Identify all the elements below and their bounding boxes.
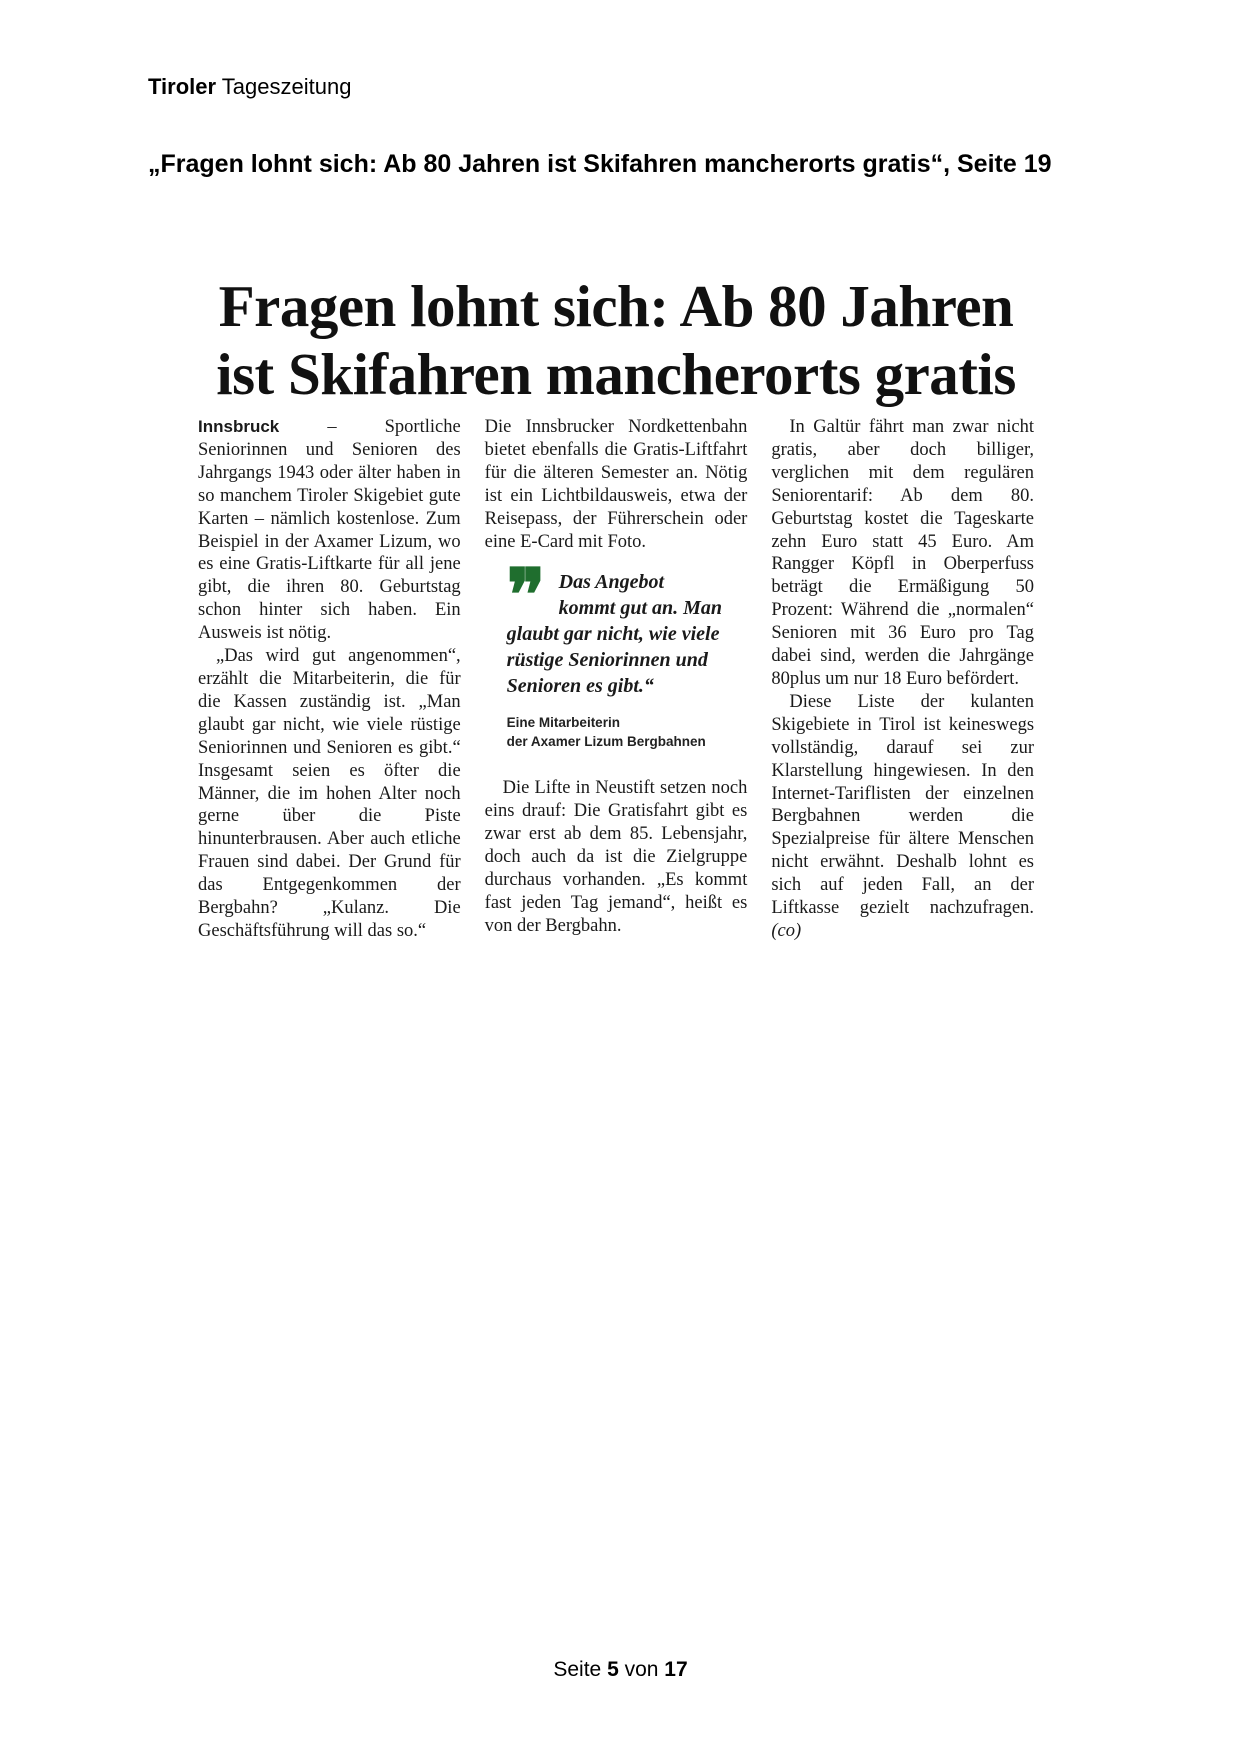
quote-line: kommt gut an. Man [558,597,723,620]
brand-regular: Tageszeitung [221,74,352,99]
paragraph: In Galtür fährt man zwar nicht gratis, aber doch billiger, verglichen mit dem regulären Seniorentarif: Ab dem 80. Geburtstag kostet die Tageskarte zehn Euro statt 45 Euro. Am Rangger Köpfl in Oberperfuss beträgt die Ermäßigung 50 Prozent: Während die „normalen“ Senioren mit 36 Euro pro Tag dabei sind, werden die Jahrgänge 80plus um nur 18 Euro befördert. [771,417,1035,689]
article-column-2 [485,416,748,943]
paragraph: Die Innsbrucker Nordkettenbahn bietet ebenfalls die Gratis-Liftfahrt für die älteren Semester an. Nötig ist ein Lichtbildausweis, etwa der Reisepass, der Führerschein oder eine E-Card mit Foto. [484,417,748,552]
quote-source-line: der Axamer Lizum Bergbahnen [506,734,706,750]
total-pages-number: 17 [664,1658,688,1681]
pull-quote [506,552,748,751]
document-title: „Fragen lohnt sich: Ab 80 Jahren ist Skifahren mancherorts gratis“, Seite 19 [148,150,1052,178]
page-footer [0,1657,1241,1683]
paragraph [198,416,461,645]
footer-middle: von [624,1658,659,1681]
brand-bold: Tiroler [148,74,217,99]
paragraph-text: Diese Liste der kulanten Skigebiete in Tirol ist keineswegs vollständig, darauf sei zur Klarstellung hingewiesen. In den Internet-Tariflisten der einzelnen Bergbahnen werden die Spezialpreise für ältere Menschen nicht erwähnt. Deshalb lohnt es sich auf jeden Fall, an der Liftkasse gezielt nachzufragen. [771,691,1035,919]
article-column-3 [771,416,1034,943]
article-column-1 [198,416,461,943]
quote-rest: glaubt gar nicht, wie viele rüstige Seniorinnen und Senioren es gibt.“ [506,623,720,698]
article-headline [198,272,1034,408]
quote-mark-icon: ❞ [506,552,546,638]
article-clipping [198,272,1034,943]
pull-quote-source [507,713,748,751]
paragraph: „Das wird gut angenommen“, erzählt die Mitarbeiterin, die für die Kassen zuständig ist. „Man glaubt gar nicht, wie viele rüstige Seniorinnen und Senioren es gibt.“ Insgesamt seien es öfter die Männer, die im hohen Alter noch gerne über die Piste hinunterbrausen. Aber auch etliche Frauen sind dabei. Der Grund für das Entgegenkommen der Bergbahn? „Kulanz. Die Geschäftsführung will das so.“ [198,646,461,941]
paragraph-text: – Sportliche Seniorinnen und Senioren des Jahrgangs 1943 oder älter haben in so manchem Tiroler Skigebiet gute Karten – nämlich kostenlose. Zum Beispiel in der Axamer Lizum, wo es eine Gratis-Liftkarte für all jene gibt, die ihren 80. Geburtstag schon hinter sich haben. Ein Ausweis ist nötig. [198,417,461,644]
footer-prefix: Seite [553,1658,602,1681]
quote-source-line: Eine Mitarbeiterin [506,715,620,731]
newspaper-brand [148,74,351,100]
current-page-number: 5 [607,1658,619,1681]
author-signature: (co) [771,920,802,941]
dateline: Innsbruck [198,417,280,436]
article-columns [198,416,1034,943]
paragraph: Die Lifte in Neustift setzen noch eins drauf: Die Gratisfahrt gibt es zwar erst ab dem 85. Lebensjahr, doch auch da ist die Zielgruppe durchaus vorhanden. „Es kommt fast jeden Tag jemand“, heißt es von der Bergbahn. [484,778,748,936]
headline-line-2: ist Skifahren mancherorts gratis [216,341,1016,407]
quote-line: Das Angebot [558,571,665,594]
paragraph [771,691,1034,943]
headline-line-1: Fragen lohnt sich: Ab 80 Jahren [218,273,1014,339]
